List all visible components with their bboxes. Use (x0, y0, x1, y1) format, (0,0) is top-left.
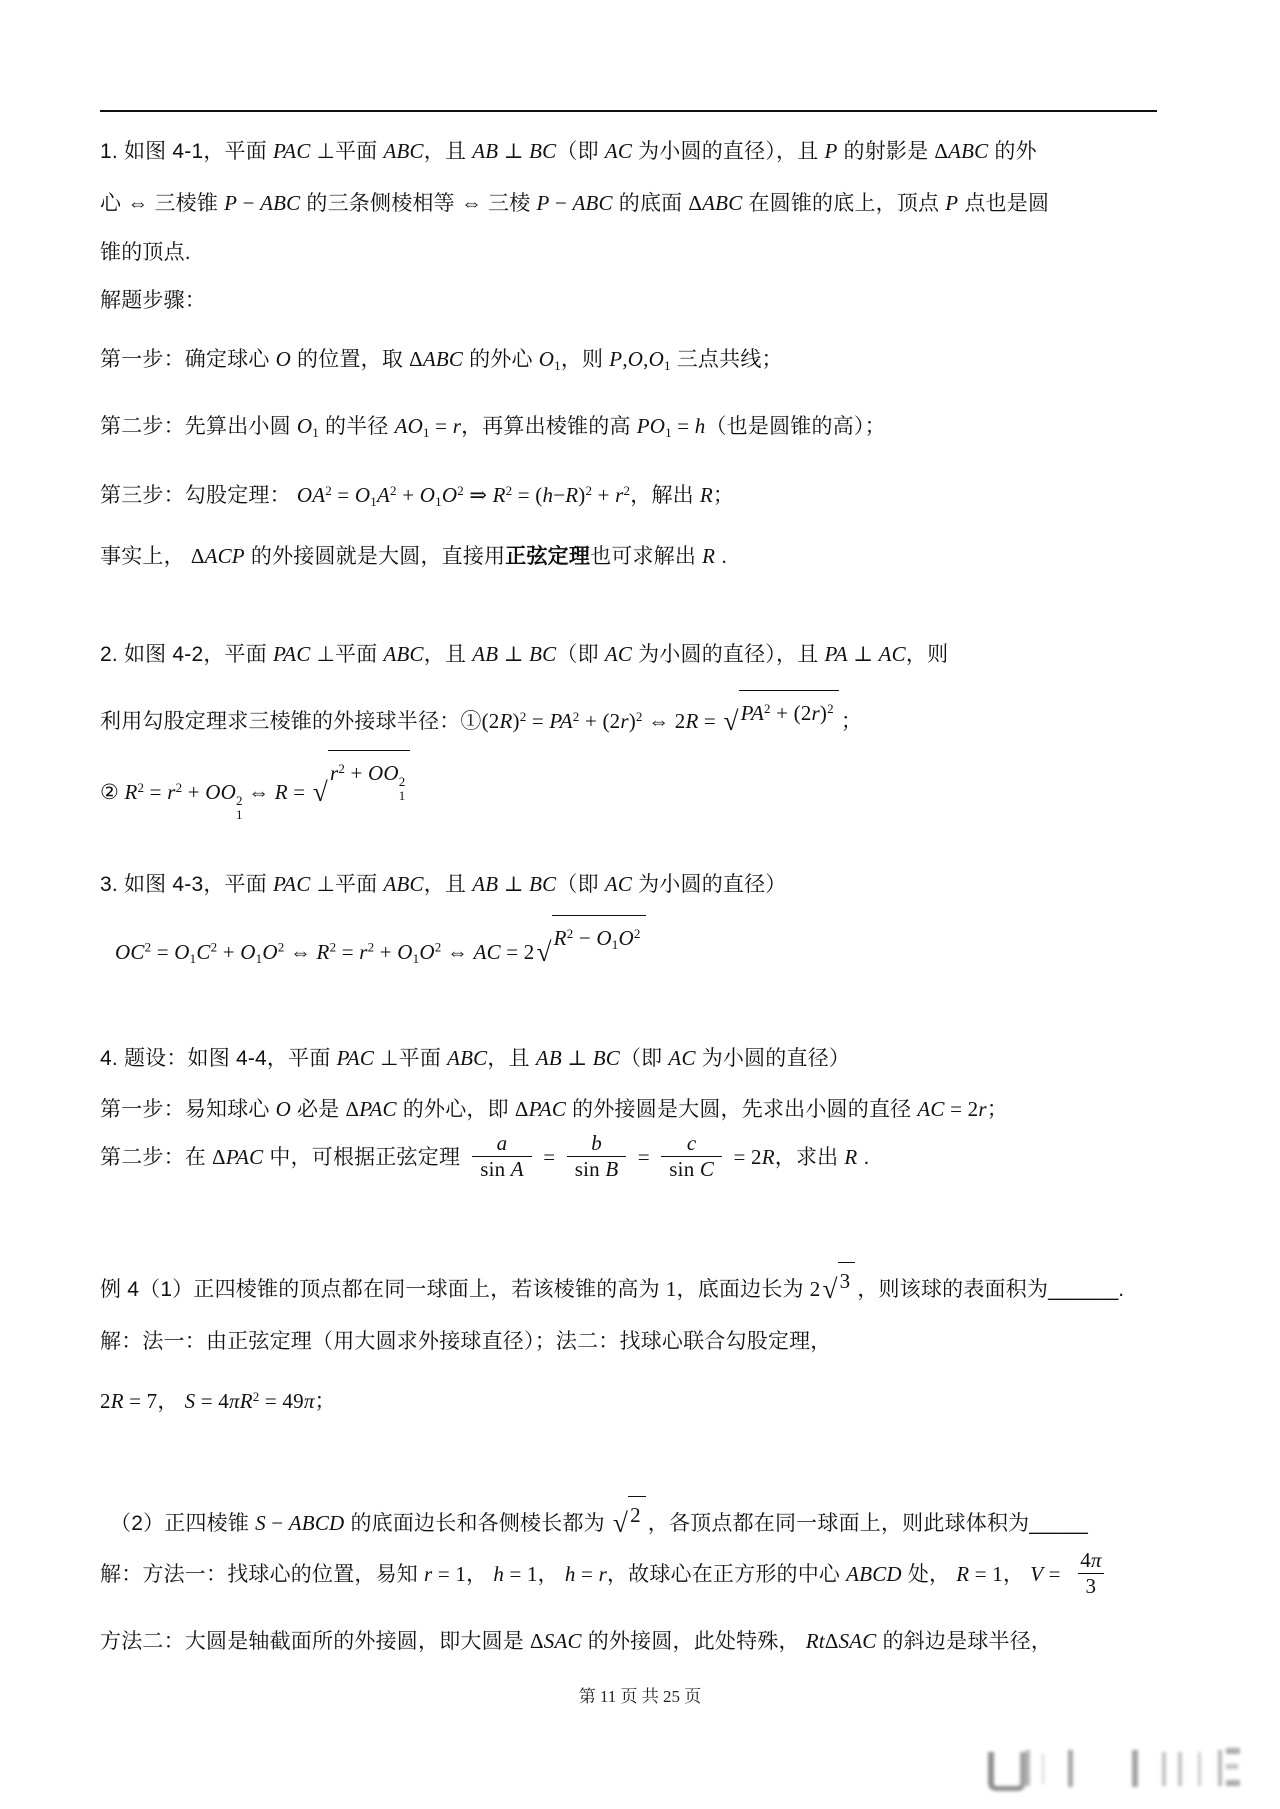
item4-step2: 第二步：在 ΔPAC 中，可根据正弦定理 $\frac{a}{\text{sin A}}$ = $\frac{b}{\text{sin B}}$ = $\frac{c}{\text{sin C}}$ = 2R，求出 R . (100, 1131, 870, 1182)
step2-line: 第二步：先算出小圆 O1 的半径 AO1 = r，再算出棱锥的高 PO1 = h（也是圆锥的高）； (100, 414, 886, 440)
step1-line: 第一步：确定球心 O 的位置，取 ΔABC 的外心 O1，则 P,O,O1 三点共线； (100, 347, 783, 373)
item2-line1: 2. 如图 4-2，平面 PAC ⊥平面 ABC，且 AB ⊥ BC（即 AC 为小圆的直径），且 PA ⊥ AC，则 (100, 642, 949, 666)
item2-formula1: 利用勾股定理求三棱锥的外接球半径：$①(2R)^2 = PA^2 + (2r)^2$ ⇔ 2R = √ $PA^2 + (2r)^2$ ； (100, 690, 862, 739)
top-divider-rule (100, 110, 1157, 112)
item2-formula2: ② $R^2 = r^2$ + OO 2 1 ⇔ R = √ $r^2$ + OO 2 1 (100, 750, 412, 821)
item3-line1: 3. 如图 4-3，平面 PAC ⊥平面 ABC，且 AB ⊥ BC（即 AC 为小圆的直径） (100, 872, 787, 896)
example4-method2: 方法二：大圆是轴截面所的外接圆，即大圆是 ΔSAC 的外接圆，此处特殊， RtΔSAC 的斜边是球半径， (100, 1629, 1053, 1653)
example4-part1: 例 4（1）正四棱锥的顶点都在同一球面上，若该棱锥的高为 1，底面边长为 2 √ 3 ，则该球的表面积为______. (100, 1262, 1124, 1307)
item3-formula: $OC^2 = O1C^2 + O1O^2$ ⇔ $R^2 = r^2 + O1O^2$ ⇔ AC = 2 √ $R^2 - O1O^2$ (115, 915, 648, 976)
item1-line3: 锥的顶点. (100, 241, 191, 264)
item1-line2: 心 ⇔ 三棱锥 P − ABC 的三条侧棱相等 ⇔ 三棱 P − ABC 的底面 ΔABC 在圆锥的底上，顶点 P 点也是圆 (100, 191, 1050, 215)
example4-result1: 2R = 7， $S = 4\pi R^2 = 49\pi$； (100, 1389, 336, 1414)
example4-method1: 解：方法一：找球心的位置，易知 r = 1， h = 1， h = r，故球心在正方形的中心 ABCD 处， R = 1， V = $\frac{4\pi}{3}$ (100, 1550, 1116, 1601)
item4-line1: 4. 题设：如图 4-4，平面 PAC ⊥平面 ABC，且 AB ⊥ BC（即 AC 为小圆的直径） (100, 1046, 851, 1070)
page-number-footer: 第 11 页 共 25 页 (578, 1687, 702, 1706)
example4-solution1: 解：法一：由正弦定理（用大圆求外接球直径）；法二：找球心联合勾股定理， (100, 1330, 832, 1353)
step3-line: 第三步：勾股定理： $OA^2 = O1A^2 + O1O^2$ ⇒ $R^2 = (h-R)^2 + r^2$，解出 R； (100, 483, 735, 510)
steps-heading: 解题步骤： (100, 289, 206, 312)
item1-line1: 1. 如图 4-1，平面 PAC ⊥平面 ABC，且 AB ⊥ BC（即 AC 为小圆的直径），且 P 的射影是 ΔABC 的外 (100, 139, 1037, 163)
example4-part2: （2）正四棱锥 S − ABCD 的底面边长和各侧棱长都为 √ 2 ，各顶点都在同一球面上，则此球体积为_____ (110, 1496, 1088, 1541)
remark-line: 事实上， ΔACP 的外接圆就是大圆，直接用正弦定理也可求解出 R . (100, 544, 728, 568)
item4-step1: 第一步：易知球心 O 必是 ΔPAC 的外心，即 ΔPAC 的外接圆是大圆，先求出小圆的直径 AC = 2r； (100, 1097, 1008, 1121)
watermark-smudge (930, 1748, 1230, 1798)
